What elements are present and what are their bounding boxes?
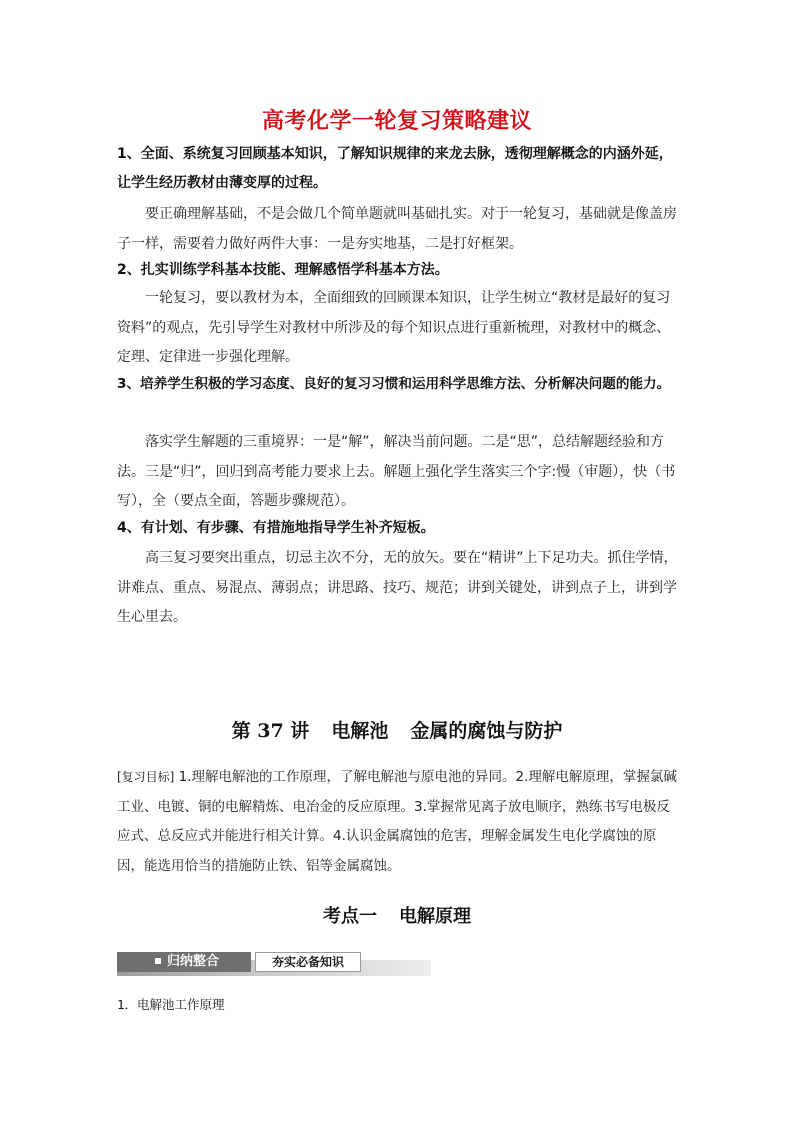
review-goals-text: 1.理解电解池的工作原理，了解电解池与原电池的异同。2.理解电解原理，掌握氯碱工业、电镀、铜的电解精炼、电冶金的反应原理。3.掌握常见离子放电顺序，熟练书写电极反应式、总反应式并能进行相关计算。4.认识金属腐蚀的危害，理解金属发生电化学腐蚀的原因，能选用恰当的措施防止铁、铝等金属腐蚀。 (117, 769, 677, 874)
lecture-topic: 电解池 (331, 720, 389, 742)
section-2-heading: 2、扎实训练学科基本技能、理解感悟学科基本方法。 (117, 262, 449, 278)
section-1-paragraph: 要正确理解基础，不是会做几个简单题就叫基础扎实。对于一轮复习，基础就是像盖房子一样，需要着力做好两件大事：一是夯实地基，二是打好框架。 (117, 206, 677, 252)
section-banner (117, 952, 431, 976)
lecture-subtopic: 金属的腐蚀与防护 (410, 720, 563, 742)
review-goals (117, 763, 677, 881)
test-point-left: 考点一 (323, 906, 377, 927)
banner-light-tab: 夯实必备知识 (255, 952, 361, 972)
section-4-paragraph: 高三复习要突出重点，切忌主次不分，无的放矢。要在“精讲”上下足功夫。抓住学情，讲难点、重点、易混点、薄弱点；讲思路、技巧、规范；讲到关键处，讲到点子上，讲到学生心里去。 (117, 550, 678, 625)
lecture-number: 第 37 讲 (231, 720, 310, 742)
section-3-heading: 3、培养学生积极的学习态度、良好的复习习惯和运用科学思维方法、分析解决问题的能力。 (117, 376, 671, 392)
banner-dark-tab (117, 952, 251, 972)
banner-dark-label: 归纳整合 (167, 954, 220, 969)
subsection-1-title: 1．电解池工作原理 (117, 997, 225, 1012)
review-goals-label: [复习目标] (117, 770, 175, 784)
section-2-paragraph: 一轮复习，要以教材为本，全面细致的回顾课本知识，让学生树立“教材是最好的复习资料”的观点，先引导学生对教材中所涉及的每个知识点进行重新梳理，对教材中的概念、定理、定律进一步强化理解。 (117, 290, 671, 365)
square-bullet-icon (155, 958, 161, 964)
test-point-title (0, 902, 794, 928)
section-4-heading: 4、有计划、有步骤、有措施地指导学生补齐短板。 (117, 520, 435, 536)
test-point-right: 电解原理 (399, 906, 471, 927)
lecture-heading (0, 716, 794, 743)
section-3-paragraph: 落实学生解题的三重境界：一是“解”，解决当前问题。二是“思”，总结解题经验和方法。三是“归”，回归到高考能力要求上去。解题上强化学生落实三个字:慢（审题），快（书写），全（要点全面，答题步骤规范）。 (117, 434, 676, 509)
section-1-heading: 1、全面、系统复习回顾基本知识，了解知识规律的来龙去脉，透彻理解概念的内涵外延，让学生经历教材由薄变厚的过程。 (117, 146, 673, 191)
main-title: 高考化学一轮复习策略建议 (261, 109, 532, 134)
